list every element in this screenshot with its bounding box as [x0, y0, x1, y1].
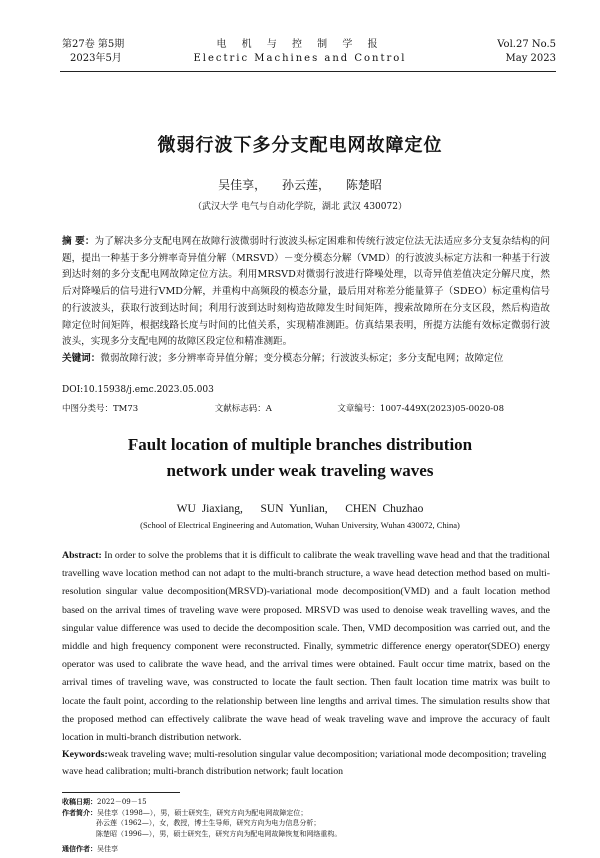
author-en-3: CHEN Chuzhao	[345, 503, 424, 515]
keywords-cn-text: 微弱故障行波；多分辨率奇异值分解；变分模态分解；行波波头标定；多分支配电网；故障定位	[100, 353, 504, 364]
received-date: 2022－09－15	[97, 798, 147, 806]
author-cn-2: 孙云莲，	[281, 178, 330, 192]
footnote-bio-2	[62, 818, 584, 829]
abstract-cn-label: 摘 要：	[62, 236, 95, 247]
bio-3: 陈楚昭（1996—），男，硕士研究生，研究方向为配电网故障恢复和网络重构。	[96, 830, 342, 838]
clc-value: TM73	[113, 404, 139, 414]
footnote-divider	[62, 792, 180, 793]
footnote-corresponding	[62, 843, 550, 855]
author-cn-3: 陈楚昭	[345, 178, 382, 192]
header-divider	[60, 71, 556, 72]
bio-2: 孙云莲（1962—），女，教授，博士生导师，研究方向为电力信息分析；	[96, 819, 321, 827]
title-en: Fault location of multiple branches distribution network under weak traveling waves	[127, 435, 473, 480]
journal-name-en: Electric Machines and Control	[193, 53, 407, 64]
doc-code-label: 文献标志码：	[214, 404, 266, 414]
footnote-bio-3	[62, 829, 584, 840]
article-no-label: 文章编号：	[337, 404, 380, 414]
corresponding-label: 通信作者：	[62, 844, 97, 853]
abstract-cn-text: 为了解决多分支配电网在故障行波微弱时行波波头标定困难和传统行波定位法无法适应多分支复杂结构的问题，提出一种基于多分辨率奇异值分解（MRSVD）－变分模态分解（VMD）的行波波头标定方法和一种基于行波到达时刻的多分支配电网故障定位方法。利用MRSVD对微弱行波进行降噪处理，以奇异值差值决定分解尺度，然后对降噪后的信号进行VMD分解，并重构中高频段的模态分量，最后用对称差分能量算子（SDEO）标定重构信号的行波波头，获取行波到达时间；利用行波到达时刻构造故障发生时间矩阵，搜索故障所在分支区段，然后构造故障定位时间矩阵，根据线路长度与时间的比值关系，实现精准测距。仿真结果表明，所提方法能有效标定微弱行波波头，实现多分支配电网的故障区段定位和精准测距。	[62, 236, 551, 348]
classification-line	[62, 402, 550, 414]
affiliation-cn: （武汉大学 电气与自动化学院，湖北 武汉 430072）	[193, 202, 407, 212]
clc-label: 中图分类号：	[62, 404, 114, 414]
date-cn: 2023年5月	[70, 53, 122, 64]
header-volume-en	[497, 38, 556, 66]
title-cn: 微弱行波下多分支配电网故障定位	[157, 135, 443, 156]
keywords-en-label: Keywords:	[62, 749, 108, 760]
keywords-cn	[62, 351, 550, 367]
keywords-en-text: weak traveling wave; multi-resolution singular value decomposition; variational mode decomposition; traveling wave head calibration; multi-branch distribution network; fault location	[62, 749, 547, 777]
volume-issue-cn: 第27卷 第5期	[62, 39, 125, 50]
doi: DOI:10.15938/j.emc.2023.05.003	[62, 385, 214, 395]
authors-en	[0, 503, 600, 515]
author-en-2: SUN Yunlian,	[260, 503, 328, 515]
author-cn-1: 吴佳享，	[218, 178, 267, 192]
abstract-cn	[62, 234, 550, 351]
received-label: 收稿日期：	[62, 797, 97, 806]
abstract-en-label: Abstract:	[62, 550, 102, 561]
keywords-en	[62, 746, 550, 780]
corresponding-author: 吴佳享	[97, 845, 118, 853]
doc-code-value: A	[265, 404, 272, 414]
volume-issue-en: Vol.27 No.5	[497, 39, 556, 50]
abstract-en-text: In order to solve the problems that it is difficult to calibrate the weak travelling wave head and that the traditional travelling wave location method can not adapt to the multi-branch structure, a wave head detection method based on multi-resolution singular value decomposition(MRSVD)-variational mode decomposition(VMD) and a fault location method based on the arrival times of traveling wave were proposed. MRSVD was used to denoise weak travelling waves, and the singular value difference was used to decide the decomposition scale. Then, VMD decomposition was carried out, and the middle and high frequency component were reconstructed. Finally, symmetric difference energy operator(SDEO) energy operator was used to calibrate the wave head, and the arrival times were obtained. Fault occur time matrix, based on the arrival times of traveling wave, was constructed to locate the fault section. Then fault location time matrix was built to locate the fault point, according to the relationship between line lengths and arrival times. The simulation results show that the proposed method can effectively calibrate the wave head of weak traveling wave and improve the accuracy of fault location in multi-branch distribution network.	[62, 550, 550, 744]
journal-name-cn: 电 机 与 控 制 学 报	[216, 39, 384, 50]
bio-1: 吴佳享（1998—），男，硕士研究生，研究方向为配电网故障定位；	[97, 809, 308, 817]
article-no-value: 1007-449X(2023)05-0020-08	[379, 404, 504, 414]
author-en-1: WU Jiaxiang,	[176, 503, 243, 515]
date-en: May 2023	[505, 53, 556, 64]
keywords-cn-label: 关键词：	[62, 353, 101, 364]
bio-label: 作者简介：	[62, 808, 97, 817]
authors-cn	[0, 176, 600, 193]
affiliation-en: (School of Electrical Engineering and Automation, Wuhan University, Wuhan 430072, China)	[140, 520, 460, 530]
abstract-en	[62, 547, 550, 747]
